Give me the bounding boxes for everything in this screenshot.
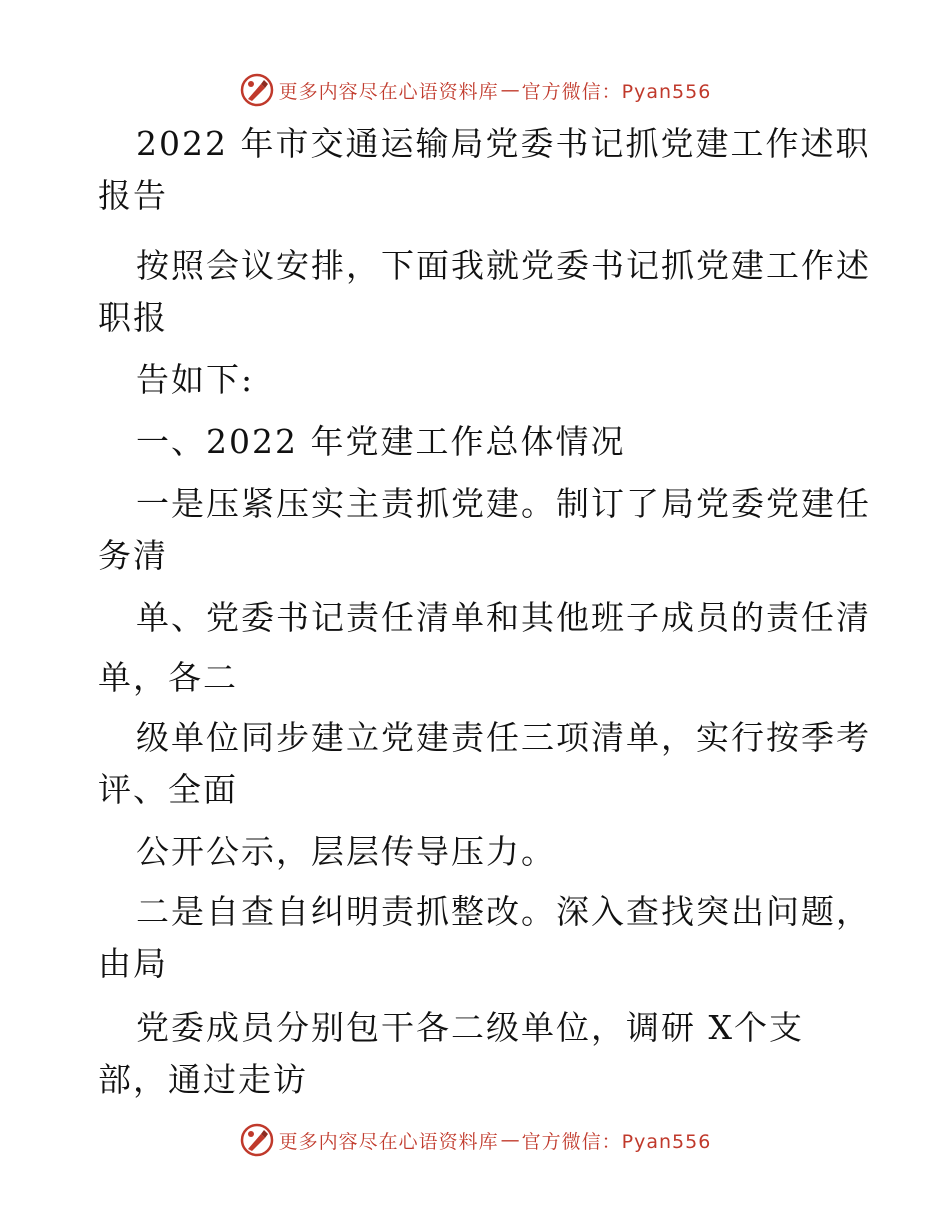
- doc-line: 单，各二: [98, 658, 238, 697]
- watermark-wechat: 官方微信：Pyan556: [521, 80, 712, 103]
- doc-line: 告如下:: [136, 360, 255, 399]
- doc-line: 按照会议安排，下面我就党委书记抓党建工作述: [136, 246, 871, 285]
- watermark-text: 更多内容尽在心语资料库: [278, 1130, 499, 1153]
- doc-line: 二是自查自纠明责抓整改。深入查找突出问题，: [136, 892, 871, 931]
- doc-line: 公开公示，层层传导压力。: [136, 832, 556, 871]
- doc-line: 职报: [98, 298, 168, 337]
- pen-logo-icon: [239, 72, 275, 108]
- watermark-footer: [0, 1120, 950, 1160]
- doc-line: 党委成员分别包干各二级单位，调研 X个支: [136, 1008, 804, 1047]
- watermark-header: [0, 70, 950, 110]
- doc-line: 级单位同步建立党建责任三项清单，实行按季考: [136, 718, 871, 757]
- section-heading: 一、2022 年党建工作总体情况: [136, 422, 626, 461]
- doc-line: 评、全面: [98, 770, 238, 809]
- doc-line: 由局: [98, 944, 168, 983]
- doc-line: 务清: [98, 536, 168, 575]
- watermark-separator: —: [500, 1129, 520, 1151]
- watermark-text: 更多内容尽在心语资料库: [278, 80, 499, 103]
- doc-line: 一是压紧压实主责抓党建。制订了局党委党建任: [136, 484, 871, 523]
- pen-logo-icon: [239, 1122, 275, 1158]
- watermark-separator: —: [500, 79, 520, 101]
- doc-title-line-2: 报告: [98, 176, 168, 215]
- doc-line: 单、党委书记责任清单和其他班子成员的责任清: [136, 598, 871, 637]
- watermark-wechat: 官方微信：Pyan556: [521, 1130, 712, 1153]
- doc-line: 部，通过走访: [98, 1060, 308, 1099]
- doc-title-line-1: 2022 年市交通运输局党委书记抓党建工作述职: [136, 124, 871, 163]
